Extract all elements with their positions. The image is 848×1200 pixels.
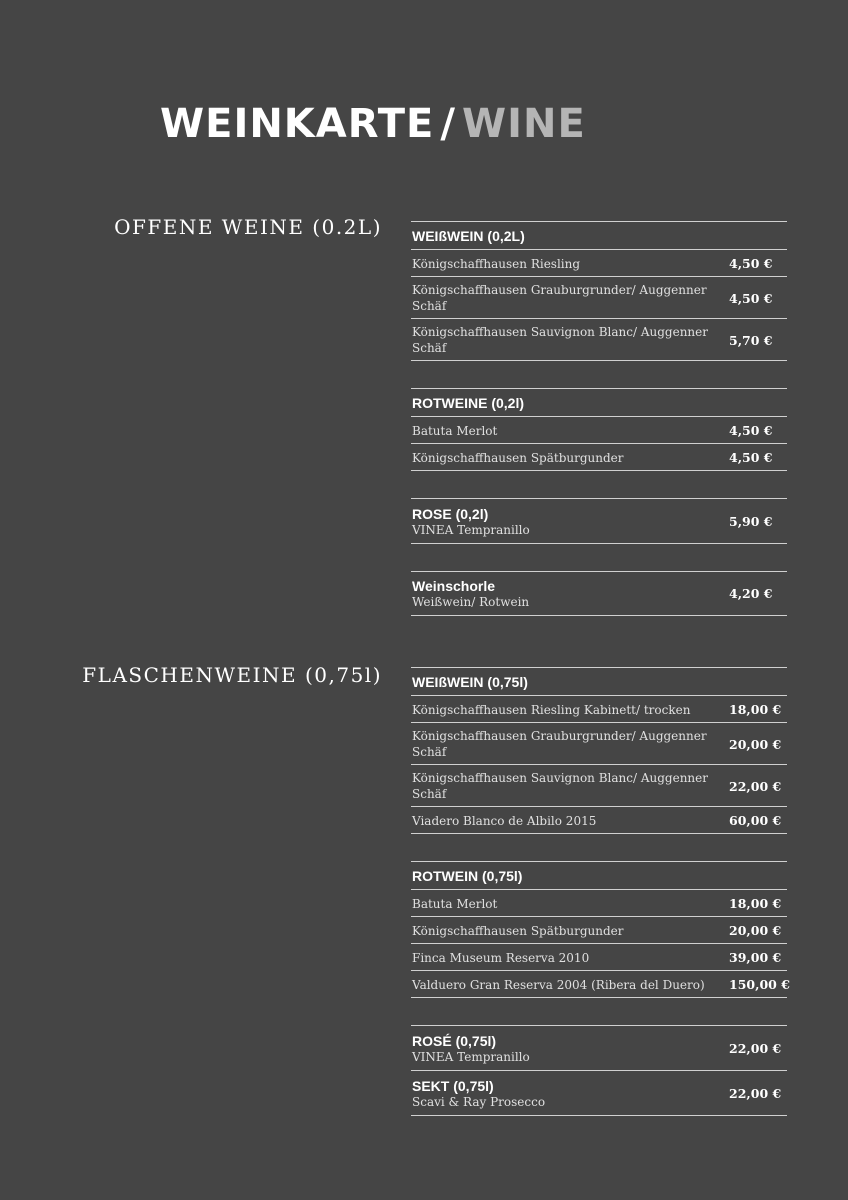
open-rose-heading: ROSE (0,2l) — [412, 505, 489, 522]
menu-item — [411, 696, 787, 723]
menu-item — [411, 499, 787, 544]
menu-item — [411, 971, 790, 998]
open-schorle-block — [411, 571, 787, 616]
menu-item-name: VINEA Tempranillo — [412, 522, 530, 537]
open-rose-block — [411, 498, 787, 544]
menu-item-price: 22,00 € — [729, 778, 782, 794]
menu-item — [411, 277, 787, 319]
menu-item — [411, 417, 787, 444]
menu-item — [411, 250, 787, 277]
sekt-heading: SEKT (0,75l) — [412, 1077, 494, 1094]
menu-item-price: 39,00 € — [729, 950, 782, 965]
bottle-red-wine-block — [411, 861, 790, 998]
bottle-rose-heading: ROSÉ (0,75l) — [412, 1032, 497, 1049]
menu-item-name: Königschaffhausen Grauburgrunder/ Auggenner Schäf — [412, 729, 707, 759]
menu-item-price: 4,20 € — [729, 586, 773, 601]
bottle-wines-column — [411, 667, 790, 1116]
menu-item-name: Valduero Gran Reserva 2004 (Ribera del Duero) — [412, 977, 705, 992]
menu-item-price: 5,90 € — [729, 513, 773, 529]
menu-item-name: Königschaffhausen Riesling Kabinett/ trocken — [412, 702, 691, 717]
menu-item-name: Batuta Merlot — [412, 423, 498, 438]
menu-item-name: Königschaffhausen Spätburgunder — [412, 450, 624, 465]
menu-item-price: 4,50 € — [729, 423, 773, 438]
title-wine: WINE — [461, 101, 586, 147]
menu-item — [411, 765, 787, 807]
open-wines-column — [411, 221, 787, 616]
menu-item — [411, 723, 787, 765]
bottle-white-wine-block — [411, 667, 787, 834]
menu-item — [411, 1071, 787, 1116]
menu-item-name: Königschaffhausen Grauburgrunder/ Auggenner Schäf — [412, 283, 707, 313]
menu-item-price: 4,50 € — [729, 290, 773, 306]
menu-item — [411, 1026, 787, 1071]
title-weinkarte: WEINKARTE — [160, 101, 435, 147]
menu-item — [411, 917, 787, 944]
menu-item-name: Königschaffhausen Sauvignon Blanc/ Auggenner Schäf — [412, 771, 708, 801]
menu-item-name: Scavi & Ray Prosecco — [412, 1094, 546, 1109]
menu-item-name: Finca Museum Reserva 2010 — [412, 950, 590, 965]
page-title — [160, 98, 586, 150]
menu-item-name: Weißwein/ Rotwein — [412, 595, 530, 609]
menu-item — [411, 444, 787, 471]
menu-item-price: 20,00 € — [729, 923, 782, 938]
menu-item-price: 4,50 € — [729, 256, 773, 271]
bottle-rose-sekt-block — [411, 1025, 787, 1116]
section-heading-bottle-wines: FLASCHENWEINE (0,75l) — [82, 663, 382, 687]
menu-item-price: 60,00 € — [729, 813, 782, 828]
menu-item-price: 20,00 € — [729, 736, 782, 752]
menu-item — [411, 319, 787, 361]
menu-item-name: Königschaffhausen Spätburgunder — [412, 923, 624, 938]
menu-item-price: 22,00 € — [729, 1085, 782, 1101]
bottle-white-wine-heading: WEIßWEIN (0,75l) — [411, 668, 787, 696]
menu-item-price: 5,70 € — [729, 332, 773, 348]
title-slash: / — [440, 101, 456, 147]
menu-item-price: 150,00 € — [729, 977, 790, 992]
menu-item-name: Königschaffhausen Riesling — [412, 256, 581, 271]
menu-item — [411, 944, 787, 971]
menu-item-price: 22,00 € — [729, 1040, 782, 1056]
menu-item-name: VINEA Tempranillo — [412, 1049, 530, 1064]
bottle-red-wine-heading: ROTWEIN (0,75l) — [411, 862, 787, 890]
menu-item — [411, 572, 787, 616]
section-heading-open-wines: OFFENE WEINE (0.2L) — [114, 215, 382, 239]
schorle-heading: Weinschorle — [412, 578, 495, 594]
open-red-wine-block — [411, 388, 787, 471]
menu-item-price: 4,50 € — [729, 450, 773, 465]
menu-item-price: 18,00 € — [729, 702, 782, 717]
menu-item-price: 18,00 € — [729, 896, 782, 911]
menu-item-name: Viadero Blanco de Albilo 2015 — [412, 813, 597, 828]
menu-item-name: Königschaffhausen Sauvignon Blanc/ Auggenner Schäf — [412, 325, 708, 355]
open-white-wine-block — [411, 221, 787, 361]
menu-item — [411, 807, 787, 834]
menu-item — [411, 890, 787, 917]
open-white-wine-heading: WEIßWEIN (0,2L) — [411, 222, 787, 250]
open-red-wine-heading: ROTWEINE (0,2l) — [411, 389, 787, 417]
menu-item-name: Batuta Merlot — [412, 896, 498, 911]
